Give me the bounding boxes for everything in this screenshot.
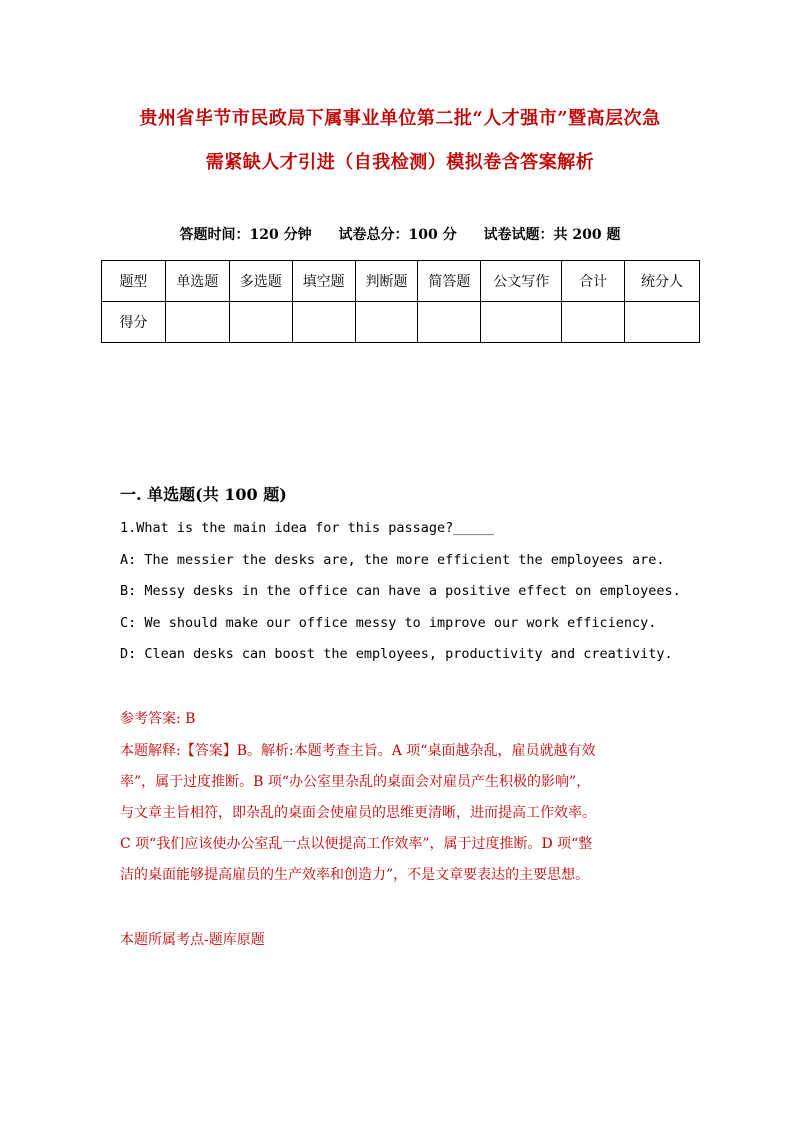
score-cell <box>625 302 700 343</box>
option-a: A: The messier the desks are, the more efficient the employees are. <box>120 552 665 568</box>
score-cell <box>481 302 562 343</box>
score-table-header-row <box>102 261 700 302</box>
score-table-header: 判断题 <box>355 261 418 302</box>
score-row-label: 得分 <box>102 302 166 343</box>
score-table-header: 公文写作 <box>481 261 562 302</box>
option-d: D: Clean desks can boost the employees, productivity and creativity. <box>120 646 673 662</box>
score-table-header: 多选题 <box>229 261 292 302</box>
page-title-line-1: 贵州省毕节市民政局下属事业单位第二批“人才强市”暨高层次急 <box>139 108 661 129</box>
reference-answer: 参考答案: B <box>120 711 196 727</box>
option-b: B: Messy desks in the office can have a positive effect on employees. <box>120 583 681 599</box>
exam-total-score: 试卷总分：100 分 <box>338 227 457 243</box>
explanation-line: 与文章主旨相符，即杂乱的桌面会使雇员的思维更清晰，进而提高工作效率。 <box>120 805 596 821</box>
score-table-header: 合计 <box>562 261 625 302</box>
score-table <box>101 260 700 343</box>
score-cell <box>562 302 625 343</box>
explanation-line: 率”，属于过度推断。B 项“办公室里杂乱的桌面会对雇员产生积极的影响”， <box>120 774 591 790</box>
knowledge-point: 本题所属考点-题库原题 <box>120 932 265 948</box>
score-cell <box>292 302 355 343</box>
explanation-line: 本题解释:【答案】B。解析:本题考查主旨。A 项“桌面越杂乱，雇员就越有效 <box>120 743 596 759</box>
answer-explanation <box>120 736 700 891</box>
explanation-line: C 项“我们应该使办公室乱一点以便提高工作效率”，属于过度推断。D 项“整 <box>120 836 593 852</box>
score-table-score-row <box>102 302 700 343</box>
exam-meta <box>100 224 700 244</box>
score-table-header: 统分人 <box>625 261 700 302</box>
page-title-line-2: 需紧缺人才引进（自我检测）模拟卷含答案解析 <box>205 152 595 173</box>
score-cell <box>229 302 292 343</box>
score-cell <box>418 302 481 343</box>
score-cell <box>355 302 418 343</box>
exam-time: 答题时间：120 分钟 <box>179 227 312 243</box>
score-cell <box>165 302 229 343</box>
score-table-header: 题型 <box>102 261 166 302</box>
question-stem: 1.What is the main idea for this passage?_____ <box>120 520 494 536</box>
option-c: C: We should make our office messy to improve our work efficiency. <box>120 615 657 631</box>
score-table-header: 单选题 <box>165 261 229 302</box>
exam-total-questions: 试卷试题：共 200 题 <box>483 227 621 243</box>
score-table-header: 简答题 <box>418 261 481 302</box>
section-heading: 一. 单选题(共 100 题) <box>120 485 287 504</box>
score-table-header: 填空题 <box>292 261 355 302</box>
explanation-line: 洁的桌面能够提高雇员的生产效率和创造力”，不是文章要表达的主要思想。 <box>120 867 590 883</box>
